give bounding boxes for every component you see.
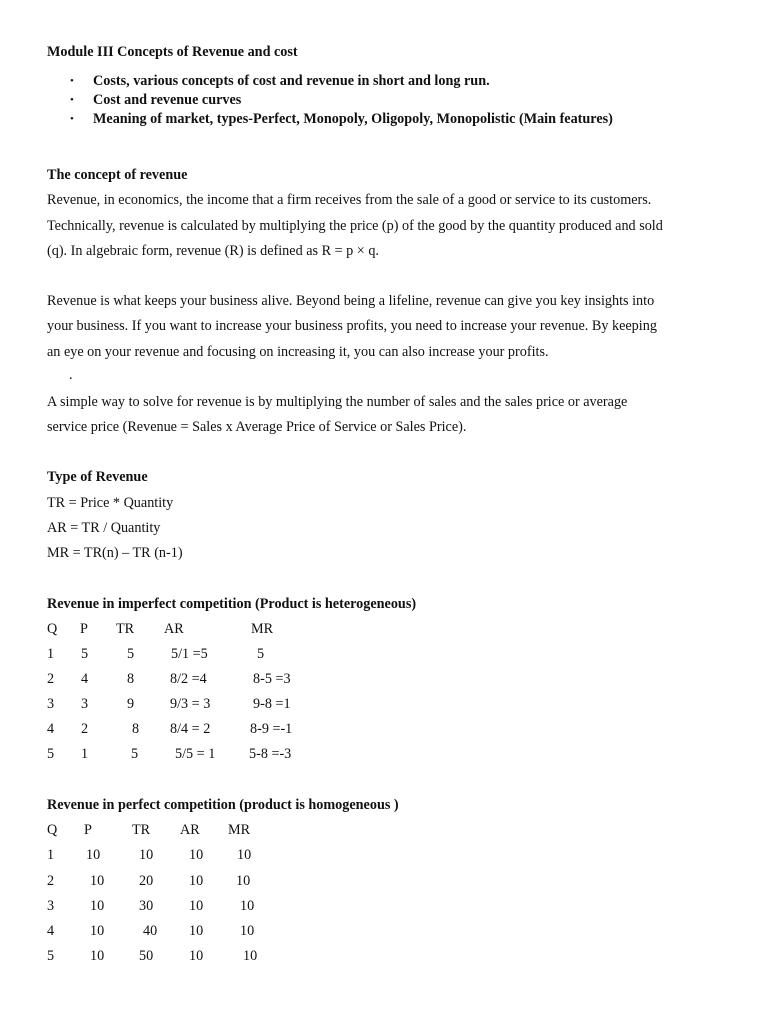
table-cell: 3 [81, 696, 89, 712]
formula-ar: AR = TR / Quantity [47, 520, 161, 536]
table-cell: 4 [47, 923, 55, 939]
paragraph-line: an eye on your revenue and focusing on increasing it, you can also increase your profits. [47, 344, 549, 360]
table-cell: 8/2 =4 [170, 671, 207, 687]
table-cell: 2 [47, 873, 55, 889]
table-cell: 10 [90, 898, 105, 914]
table-cell: 5 [127, 646, 135, 662]
table-header-q: Q [47, 621, 58, 637]
table-header-ar: AR [164, 621, 184, 637]
section-heading-types: Type of Revenue [47, 469, 148, 485]
table-cell: 2 [81, 721, 89, 737]
bullet-marker: • [70, 75, 74, 87]
table-cell: 9-8 =1 [253, 696, 291, 712]
table-cell: 4 [47, 721, 55, 737]
paragraph-line: Technically, revenue is calculated by multiplying the price (p) of the good by the quantity produced and sold [47, 218, 663, 234]
paragraph-line: Revenue, in economics, the income that a firm receives from the sale of a good or service to its customers. [47, 192, 652, 208]
table-cell: 3 [47, 696, 55, 712]
table-cell: 50 [139, 948, 154, 964]
table-cell: 8 [132, 721, 140, 737]
paragraph-line: your business. If you want to increase your business profits, you need to increase your revenue. By keeping [47, 318, 657, 334]
table-header-p: P [80, 621, 88, 637]
section-heading-imperfect: Revenue in imperfect competition (Product is heterogeneous) [47, 596, 417, 612]
table-header-tr: TR [116, 621, 135, 637]
formula-tr: TR = Price * Quantity [47, 495, 174, 511]
table-cell: 10 [189, 847, 204, 863]
table-cell: 10 [86, 847, 101, 863]
section-heading-concept: The concept of revenue [47, 167, 188, 183]
bullet-marker: • [70, 113, 74, 125]
table-cell: 10 [189, 873, 204, 889]
table-cell: 8-5 =3 [253, 671, 291, 687]
paragraph-line: Revenue is what keeps your business alive. Beyond being a lifeline, revenue can give you key insights into [47, 293, 655, 309]
bullet-item: Meaning of market, types-Perfect, Monopoly, Oligopoly, Monopolistic (Main features) [93, 111, 613, 127]
stray-dot: . [69, 367, 73, 383]
formula-mr: MR = TR(n) – TR (n-1) [47, 545, 183, 561]
section-heading-perfect: Revenue in perfect competition (product is homogeneous ) [47, 797, 399, 813]
table-cell: 1 [81, 746, 89, 762]
table-cell: 1 [47, 847, 55, 863]
table-cell: 10 [189, 948, 204, 964]
table-cell: 10 [236, 873, 251, 889]
table-cell: 10 [139, 847, 154, 863]
table-header-q: Q [47, 822, 58, 838]
table-cell: 10 [189, 898, 204, 914]
table-header-tr: TR [132, 822, 151, 838]
table-cell: 20 [139, 873, 154, 889]
table-header-mr: MR [251, 621, 274, 637]
paragraph-line: A simple way to solve for revenue is by multiplying the number of sales and the sales price or average [47, 394, 628, 410]
table-cell: 8/4 = 2 [170, 721, 211, 737]
table-cell: 5-8 =-3 [249, 746, 292, 762]
table-cell: 8-9 =-1 [250, 721, 293, 737]
module-title: Module III Concepts of Revenue and cost [47, 44, 298, 60]
table-cell: 10 [90, 948, 105, 964]
table-cell: 10 [240, 923, 255, 939]
table-cell: 5/1 =5 [171, 646, 208, 662]
table-cell: 5/5 = 1 [175, 746, 216, 762]
table-cell: 5 [257, 646, 265, 662]
table-cell: 4 [81, 671, 89, 687]
bullet-item: Cost and revenue curves [93, 92, 242, 108]
table-cell: 9/3 = 3 [170, 696, 211, 712]
table-cell: 10 [243, 948, 258, 964]
table-cell: 10 [189, 923, 204, 939]
table-cell: 10 [237, 847, 252, 863]
table-cell: 1 [47, 646, 55, 662]
table-cell: 5 [47, 746, 55, 762]
table-cell: 5 [81, 646, 89, 662]
bullet-marker: • [70, 94, 74, 106]
table-cell: 10 [90, 923, 105, 939]
table-cell: 40 [143, 923, 158, 939]
paragraph-line: service price (Revenue = Sales x Average Price of Service or Sales Price). [47, 419, 467, 435]
paragraph-line: (q). In algebraic form, revenue (R) is defined as R = p × q. [47, 243, 379, 259]
table-header-ar: AR [180, 822, 200, 838]
table-cell: 10 [240, 898, 255, 914]
table-cell: 10 [90, 873, 105, 889]
table-cell: 3 [47, 898, 55, 914]
table-cell: 9 [127, 696, 135, 712]
table-cell: 8 [127, 671, 135, 687]
table-cell: 30 [139, 898, 154, 914]
table-header-mr: MR [228, 822, 251, 838]
table-cell: 2 [47, 671, 55, 687]
table-cell: 5 [131, 746, 139, 762]
table-cell: 5 [47, 948, 55, 964]
bullet-item: Costs, various concepts of cost and revenue in short and long run. [93, 73, 490, 89]
table-header-p: P [84, 822, 92, 838]
